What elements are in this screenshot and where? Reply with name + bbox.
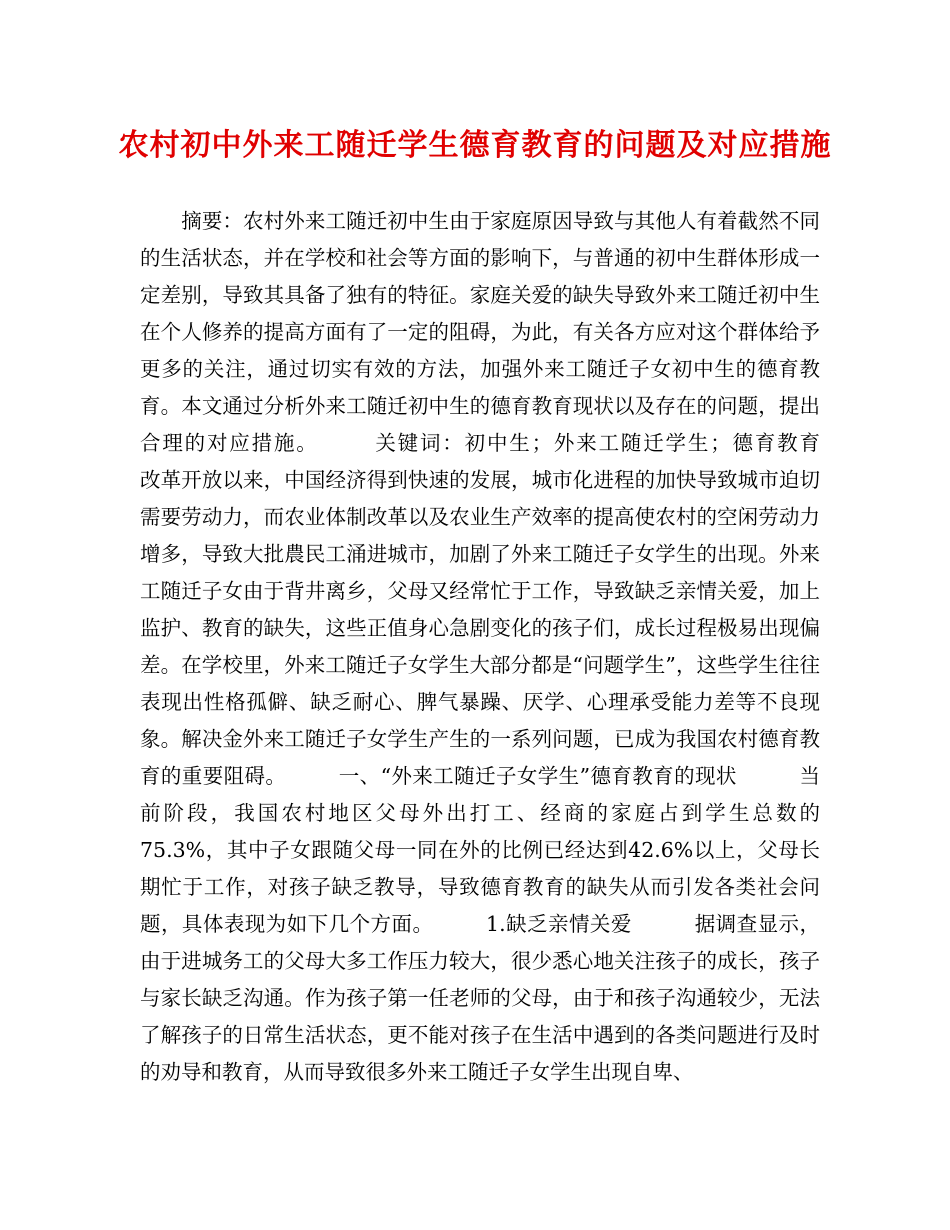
document-body: 摘要：农村外来工随迁初中生由于家庭原因导致与其他人有着截然不同的生活状态，并在学校和社会等方面的影响下，与普通的初中生群体形成一定差别，导致其具备了独有的特征。家庭关爱的缺失导致外来工随迁初中生在个人修养的提高方面有了一定的阻碍，为此，有关各方应对这个群体给予更多的关注，通过切实有效的方法，加强外来工随迁子女初中生的德育教育。本文通过分析外来工随迁初中生的德育教育现状以及存在的问题，提出合理的对应措施。 关键词：初中生；外来工随迁学生；德育教育 改革开放以来，中国经济得到快速的发展，城市化进程的加快导致城市迫切需要劳动力，而农业体制改革以及农业生产效率的提高使农村的空闲劳动力增多，导致大批農民工涌进城市，加剧了外来工随迁子女学生的出现。外来工随迁子女由于背井离乡，父母又经常忙于工作，导致缺乏亲情关爱，加上监护、教育的缺失，这些正值身心急剧变化的孩子们，成长过程极易出现偏差。在学校里，外来工随迁子女学生大部分都是“问题学生”，这些学生往往表现出性格孤僻、缺乏耐心、脾气暴躁、厌学、心理承受能力差等不良现象。解决金外来工随迁子女学生产生的一系列问题，已成为我国农村德育教育的重要阻碍。 一、“外来工随迁子女学生”德育教育的现状 当前阶段，我国农村地区父母外出打工、经商的家庭占到学生总数的75.3%，其中子女跟随父母一同在外的比例已经达到42.6%以上，父母长期忙于工作，对孩子缺乏教导，导致德育教育的缺失从而引发各类社会问题，具体表现为如下几个方面。 1.缺乏亲情关爱 据调查显示，由于进城务工的父母大多工作压力较大，很少悉心地关注孩子的成长，孩子与家长缺乏沟通。作为孩子第一任老师的父母，由于和孩子沟通较少，无法了解孩子的日常生活状态，更不能对孩子在生活中遇到的各类问题进行及时的劝导和教育，从而导致很多外来工随迁子女学生出现自卑、 [140, 209, 882, 1084]
document-title: 农村初中外来工随迁学生德育教育的问题及对应措施 [118, 128, 832, 163]
